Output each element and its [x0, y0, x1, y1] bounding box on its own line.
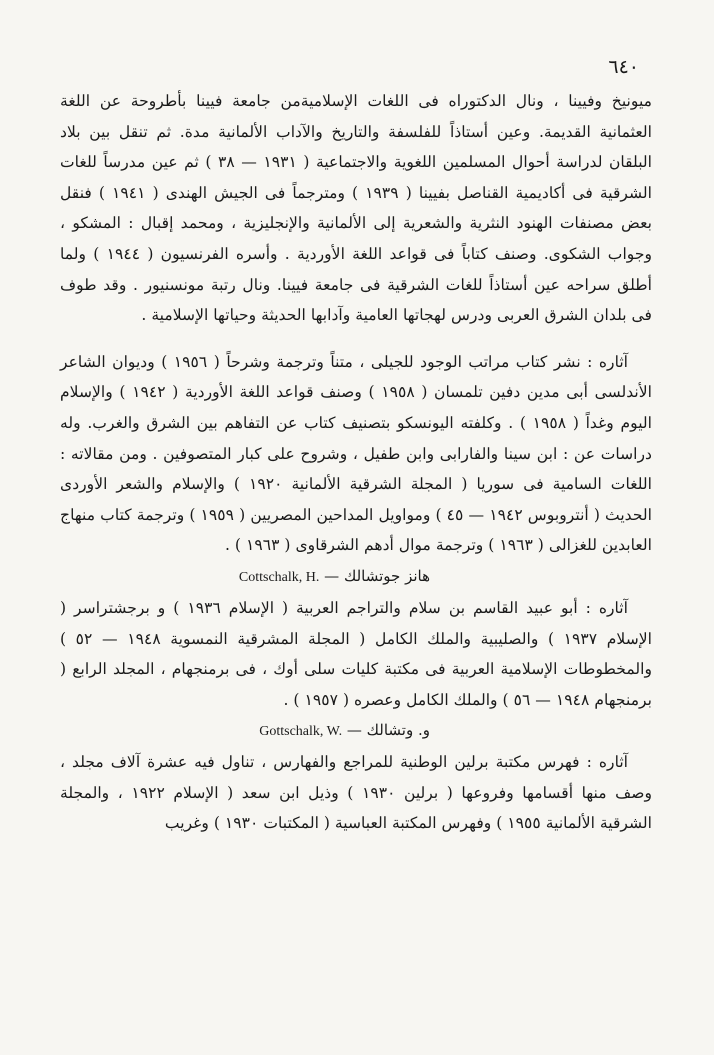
works-paragraph: آثاره : نشر كتاب مراتب الوجود للجيلى ، متناً وترجمة وشرحاً ( ١٩٥٦ ) وديوان الشاعر الأندلسى أبى مدين دفين تلمسان ( ١٩٥٨ ) وصنف قواعد اللغة الأوردية ( ١٩٤٢ ) والإسلام اليوم وغداً ( ١٩٥٨ ) . وكلفته اليونسكو بتصنيف كتاب عن التفاهم بين الشرق والغرب. وله دراسات عن : ابن سينا والفارابى وابن طفيل ، وشروح على كبار المتصوفين . ومن مقالاته : اللغات السامية فى سوريا ( المجلة الشرقية الألمانية ١٩٢٠ ) والإسلام والشعر الأوردى الحديث ( أنتروبوس ١٩٤٢ — ٤٥ ) ومواويل المداحين المصريين ( ١٩٥٩ ) وترجمة كتاب منهاج العابدين للغزالى ( ١٩٦٣ ) وترجمة موال أدهم الشرقاوى ( ١٩٦٣ ) .	[60, 352, 652, 555]
works-paragraph: آثاره : أبو عبيد القاسم بن سلام والتراجم العربية ( الإسلام ١٩٣٦ ) و برجشتراسر ( الإسلام ١٩٣٧ ) والصليبية والملك الكامل ( المجلة المشرقية النمسوية ١٩٤٨ — ٥٢ ) والمخطوطات الإسلامية العربية فى مكتبة كليات سلى أوك ، فى برمنجهام ، المجلد الرابع ( برمنجهام ١٩٤٨ — ٥٦ ) والملك الكامل وعصره ( ١٩٥٧ ) .	[60, 598, 652, 709]
entry-heading-arabic: هانز جوتشالك —	[324, 566, 430, 585]
entry-heading-latin: Gottschalk, W.	[259, 724, 343, 740]
works-paragraph: آثاره : فهرس مكتبة برلين الوطنية للمراجع والفهارس ، تناول فيه عشرة آلاف مجلد ، وصف منها أقسامها وفروعها ( برلين ١٩٣٠ ) وذيل ابن سعد ( الإسلام ١٩٢٢ ، والمجلة الشرقية الألمانية ١٩٥٥ ) وفهرس المكتبة العباسية ( المكتبات ١٩٣٠ ) وغريب	[60, 753, 653, 833]
entry-heading-w-gottschalk	[60, 715, 652, 747]
entry-heading-latin: Cottschalk, H.	[238, 569, 320, 585]
page-number: ٦٤٠	[608, 56, 639, 78]
entry-heading-arabic: و. وتشالك —	[346, 721, 430, 740]
page-body	[60, 86, 652, 839]
entry-heading-h-gottschalk	[60, 561, 652, 593]
biography-paragraph: ميونيخ وفيينا ، ونال الدكتوراه فى اللغات الإسلاميةمن جامعة فيينا بأطروحة عن اللغة العثمانية القديمة. وعين أستاذاً للفلسفة والتاريخ والآداب الألمانية مدة. ثم تنقل بين بلاد البلقان لدراسة أحوال المسلمين اللغوية والاجتماعية ( ١٩٣١ — ٣٨ ) ثم عين مدرساً للغات الشرقية فى أكاديمية القناصل بفيينا ( ١٩٣٩ ) ومترجماً فى الجيش الهندى ( ١٩٤١ ) فنقل بعض مصنفات الهنود النثرية والشعرية إلى الألمانية والإنجليزية ، ومحمد إقبال : المشكو ، وجواب الشكوى. وصنف كتاباً فى قواعد اللغة الأوردية . وأسره الفرنسيون ( ١٩٤٤ ) ولما أطلق سراحه عين أستاذاً للغات الشرقية فى جامعة فيينا. ونال رتبة مونسنيور . وقد طوف فى بلدان الشرق العربى ودرس لهجاتها العامية وآدابها الحديثة وحياتها الإسلامية .	[60, 92, 653, 325]
